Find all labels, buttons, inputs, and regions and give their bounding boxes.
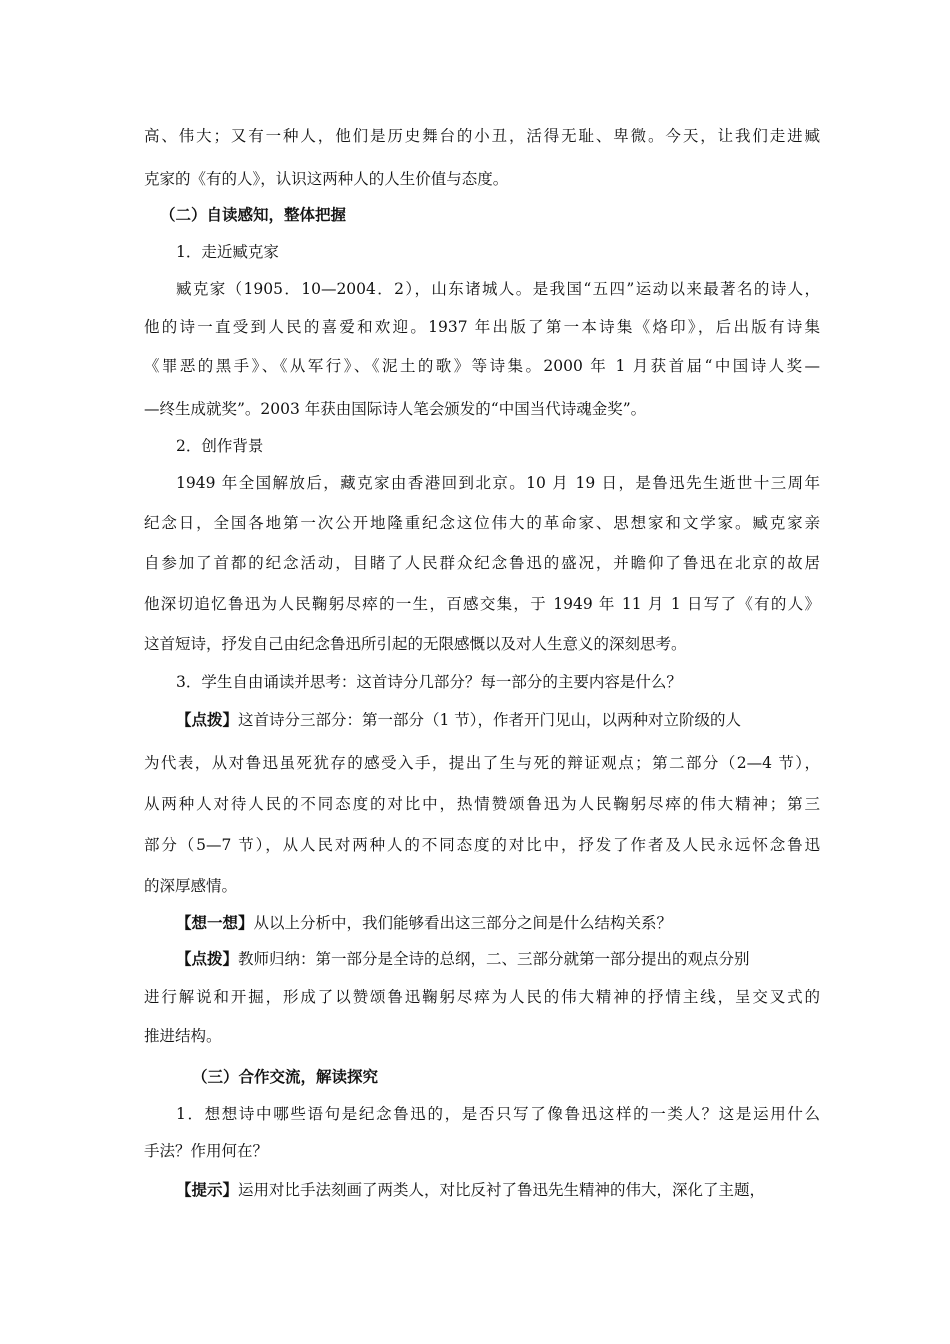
bio-line-2: 他的诗一直受到人民的喜爱和欢迎。1937 年出版了第一本诗集《烙印》，后出版有诗集 [144,318,820,336]
tip-text: 运用对比手法刻画了两类人，对比反衬了鲁迅先生精神的伟大，深化了主题， [238,1181,766,1199]
hint-2-line-1 [176,949,820,969]
background-line-5: 这首短诗，抒发自己由纪念鲁迅所引起的无限感慨以及对人生意义的深刻思考。 [144,635,687,653]
background-line-2: 纪念日，全国各地第一次公开地隆重纪念这位伟大的革命家、思想家和文学家。臧克家亲 [144,514,820,532]
tip-tag: 【提示】 [176,1180,239,1199]
tip-line [176,1180,820,1200]
item-2-title: 2．创作背景 [176,437,264,455]
hint-1-line-1 [176,710,820,730]
background-line-3: 自参加了首都的纪念活动，目睹了人民群众纪念鲁迅的盛况，并瞻仰了鲁迅在北京的故居 [144,554,820,572]
item-1-title: 1．走近臧克家 [176,243,279,261]
hint-1-line-5: 的深厚感情。 [144,877,238,895]
hint-2-tag: 【点拨】 [176,949,239,968]
think-text: 从以上分析中，我们能够看出这三部分之间是什么结构关系？ [253,914,673,932]
think-tag: 【想一想】 [176,913,254,932]
section-heading-3: （三）合作交流，解读探究 [192,1067,379,1086]
bio-line-1: 臧克家（1905．10—2004．2），山东诸城人。是我国“五四”运动以来最著名的诗人， [176,280,820,298]
hint-1-line-3: 从两种人对待人民的不同态度的对比中，热情赞颂鲁迅为人民鞠躬尽瘁的伟大精神；第三 [144,795,820,813]
hint-2-first-text: 教师归纳：第一部分是全诗的总纲，二、三部分就第一部分提出的观点分别 [238,950,750,968]
intro-line-1: 高、伟大；又有一种人，他们是历史舞台的小丑，活得无耻、卑微。今天，让我们走进臧 [144,127,820,145]
hint-1-tag: 【点拨】 [176,710,239,729]
item-3-question: 3．学生自由诵读并思考：这首诗分几部分？每一部分的主要内容是什么？ [176,673,682,691]
intro-line-2: 克家的《有的人》，认识这两种人的人生价值与态度。 [144,170,509,188]
background-line-4: 他深切追忆鲁迅为人民鞠躬尽瘁的一生，百感交集，于 1949 年 11 月 1 日写了《有的人》 [144,595,820,613]
q1-line-2: 手法？作用何在？ [144,1142,269,1160]
hint-1-line-2: 为代表，从对鲁迅虽死犹存的感受入手，提出了生与死的辩证观点；第二部分（2—4 节）， [144,754,820,772]
bio-line-4: —终生成就奖”。2003 年获由国际诗人笔会颁发的“中国当代诗魂金奖”。 [144,400,647,418]
hint-2-line-2: 进行解说和开掘，形成了以赞颂鲁迅鞠躬尽瘁为人民的伟大精神的抒情主线，呈交叉式的 [144,988,820,1006]
section-heading-2: （二）自读感知，整体把握 [160,205,347,224]
hint-2-line-3: 推进结构。 [144,1027,222,1045]
think-line [176,913,820,933]
background-line-1: 1949 年全国解放后，藏克家由香港回到北京。10 月 19 日，是鲁迅先生逝世十三周年 [176,474,820,492]
bio-line-3: 《罪恶的黑手》、《从军行》、《泥土的歌》等诗集。2000 年 1 月获首届“中国诗人奖— [144,357,820,375]
hint-1-line-4: 部分（5—7 节），从人民对两种人的不同态度的对比中，抒发了作者及人民永远怀念鲁迅 [144,836,820,854]
q1-line-1: 1．想想诗中哪些语句是纪念鲁迅的，是否只写了像鲁迅这样的一类人？这是运用什么 [176,1105,820,1123]
hint-1-first-text: 这首诗分三部分：第一部分（1 节），作者开门见山，以两种对立阶级的人 [238,711,742,729]
